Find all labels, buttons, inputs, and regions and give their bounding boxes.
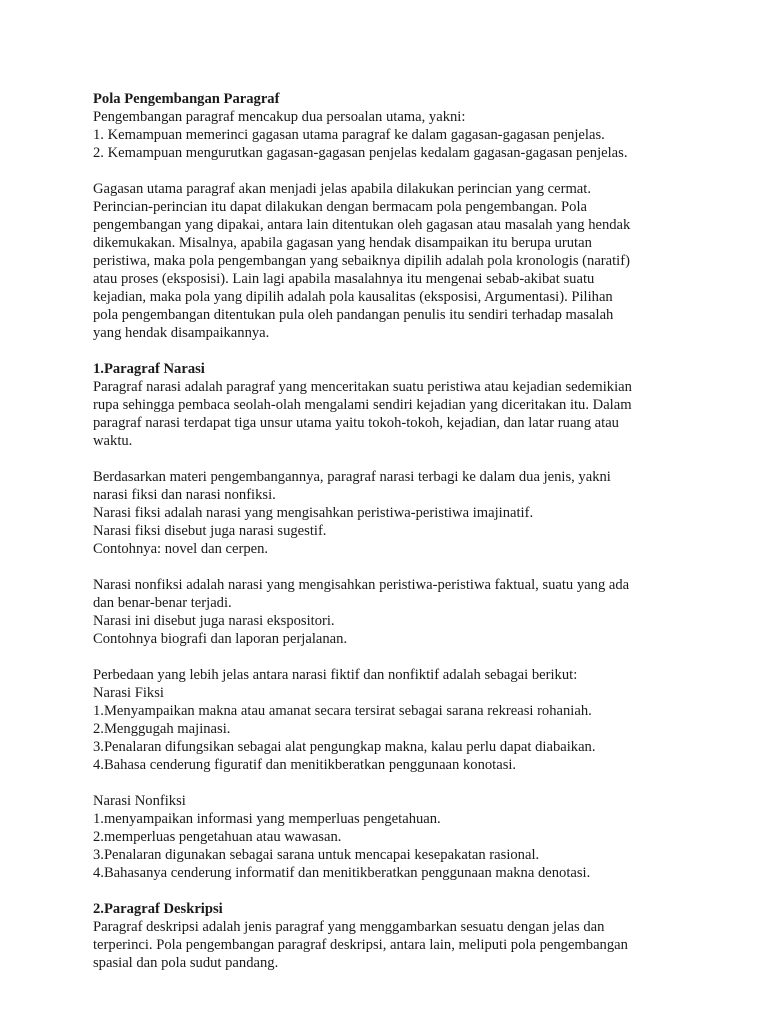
text-line: Perbedaan yang lebih jelas antara narasi fiktif dan nonfiktif adalah sebagai berikut: xyxy=(93,667,578,683)
document-title: Pola Pengembangan Paragraf xyxy=(93,91,280,107)
section-heading-deskripsi: 2.Paragraf Deskripsi xyxy=(93,901,223,917)
text-line: Narasi fiksi adalah narasi yang mengisahkan peristiwa-peristiwa imajinatif. xyxy=(93,505,534,521)
section-heading-narasi: 1.Paragraf Narasi xyxy=(93,361,205,377)
list-heading: Narasi Fiksi xyxy=(93,685,164,701)
list-heading: Narasi Nonfiksi xyxy=(93,793,186,809)
narasi-perbedaan xyxy=(93,666,673,774)
narasi-nonfiksi-list xyxy=(93,792,673,882)
text-line: Narasi nonfiksi adalah narasi yang mengisahkan peristiwa-peristiwa faktual, suatu yang ada xyxy=(93,577,630,593)
text-line: Paragraf narasi adalah paragraf yang menceritakan suatu peristiwa atau kejadian sedemikian xyxy=(93,379,632,395)
paragraph-gap xyxy=(93,882,673,900)
narasi-definition xyxy=(93,378,673,450)
text-line: atau proses (eksposisi). Lain lagi apabila masalahnya itu mengenai sebab-akibat suatu xyxy=(93,271,595,287)
list-item: 3.Penalaran digunakan sebagai sarana untuk mencapai kesepakatan rasional. xyxy=(93,847,540,863)
text-line: dan benar-benar terjadi. xyxy=(93,595,232,611)
text-line: Narasi ini disebut juga narasi ekspositori. xyxy=(93,613,335,629)
paragraph-gap xyxy=(93,162,673,180)
deskripsi-definition xyxy=(93,918,673,972)
text-line: Perincian-perincian itu dapat dilakukan dengan bermacam pola pengembangan. Pola xyxy=(93,199,587,215)
text-line: Gagasan utama paragraf akan menjadi jelas apabila dilakukan perincian yang cermat. xyxy=(93,181,591,197)
text-line: Pengembangan paragraf mencakup dua persoalan utama, yakni: xyxy=(93,109,466,125)
text-line: Narasi fiksi disebut juga narasi sugestif. xyxy=(93,523,327,539)
text-line: Paragraf deskripsi adalah jenis paragraf yang menggambarkan sesuatu dengan jelas dan xyxy=(93,919,605,935)
text-line: dikemukakan. Misalnya, apabila gagasan yang hendak disampaikan itu berupa urutan xyxy=(93,235,592,251)
text-line: kejadian, maka pola yang dipilih adalah pola kausalitas (eksposisi, Argumentasi). Pilihan xyxy=(93,289,613,305)
text-line: 2. Kemampuan mengurutkan gagasan-gagasan penjelas kedalam gagasan-gagasan penjelas. xyxy=(93,145,628,161)
narasi-nonfiksi xyxy=(93,576,673,648)
text-line: yang hendak disampaikannya. xyxy=(93,325,270,341)
intro-paragraph xyxy=(93,108,673,162)
text-line: paragraf narasi terdapat tiga unsur utama yaitu tokoh-tokoh, kejadian, dan latar ruang atau xyxy=(93,415,619,431)
paragraph-gap xyxy=(93,774,673,792)
list-item: 2.Menggugah majinasi. xyxy=(93,721,231,737)
text-line: pola pengembangan ditentukan pula oleh pandangan penulis itu sendiri terhadap masalah xyxy=(93,307,614,323)
text-line: narasi fiksi dan narasi nonfiksi. xyxy=(93,487,276,503)
text-line: 1. Kemampuan memerinci gagasan utama paragraf ke dalam gagasan-gagasan penjelas. xyxy=(93,127,605,143)
text-line: rupa sehingga pembaca seolah-olah mengalami sendiri kejadian yang diceritakan itu. Dalam xyxy=(93,397,632,413)
list-item: 2.memperluas pengetahuan atau wawasan. xyxy=(93,829,342,845)
text-line: waktu. xyxy=(93,433,133,449)
text-line: Berdasarkan materi pengembangannya, paragraf narasi terbagi ke dalam dua jenis, yakni xyxy=(93,469,611,485)
text-line: pengembangan yang dipakai, antara lain ditentukan oleh gagasan atau masalah yang hendak xyxy=(93,217,631,233)
document-page xyxy=(93,90,673,972)
list-item: 1.Menyampaikan makna atau amanat secara tersirat sebagai sarana rekreasi rohaniah. xyxy=(93,703,592,719)
text-line: peristiwa, maka pola pengembangan yang sebaiknya dipilih adalah pola kronologis (naratif) xyxy=(93,253,630,269)
list-item: 4.Bahasanya cenderung informatif dan menitikberatkan penggunaan makna denotasi. xyxy=(93,865,591,881)
text-line: spasial dan pola sudut pandang. xyxy=(93,955,279,971)
paragraph-gap xyxy=(93,342,673,360)
list-item: 4.Bahasa cenderung figuratif dan menitikberatkan penggunaan konotasi. xyxy=(93,757,517,773)
text-line: Contohnya: novel dan cerpen. xyxy=(93,541,269,557)
paragraph-gap xyxy=(93,648,673,666)
paragraph-gap xyxy=(93,450,673,468)
text-line: Contohnya biografi dan laporan perjalanan. xyxy=(93,631,348,647)
narasi-jenis xyxy=(93,468,673,558)
text-line: terperinci. Pola pengembangan paragraf deskripsi, antara lain, meliputi pola pengembangan xyxy=(93,937,628,953)
overview-paragraph xyxy=(93,180,673,342)
list-item: 3.Penalaran difungsikan sebagai alat pengungkap makna, kalau perlu dapat diabaikan. xyxy=(93,739,596,755)
paragraph-gap xyxy=(93,558,673,576)
list-item: 1.menyampaikan informasi yang memperluas pengetahuan. xyxy=(93,811,441,827)
